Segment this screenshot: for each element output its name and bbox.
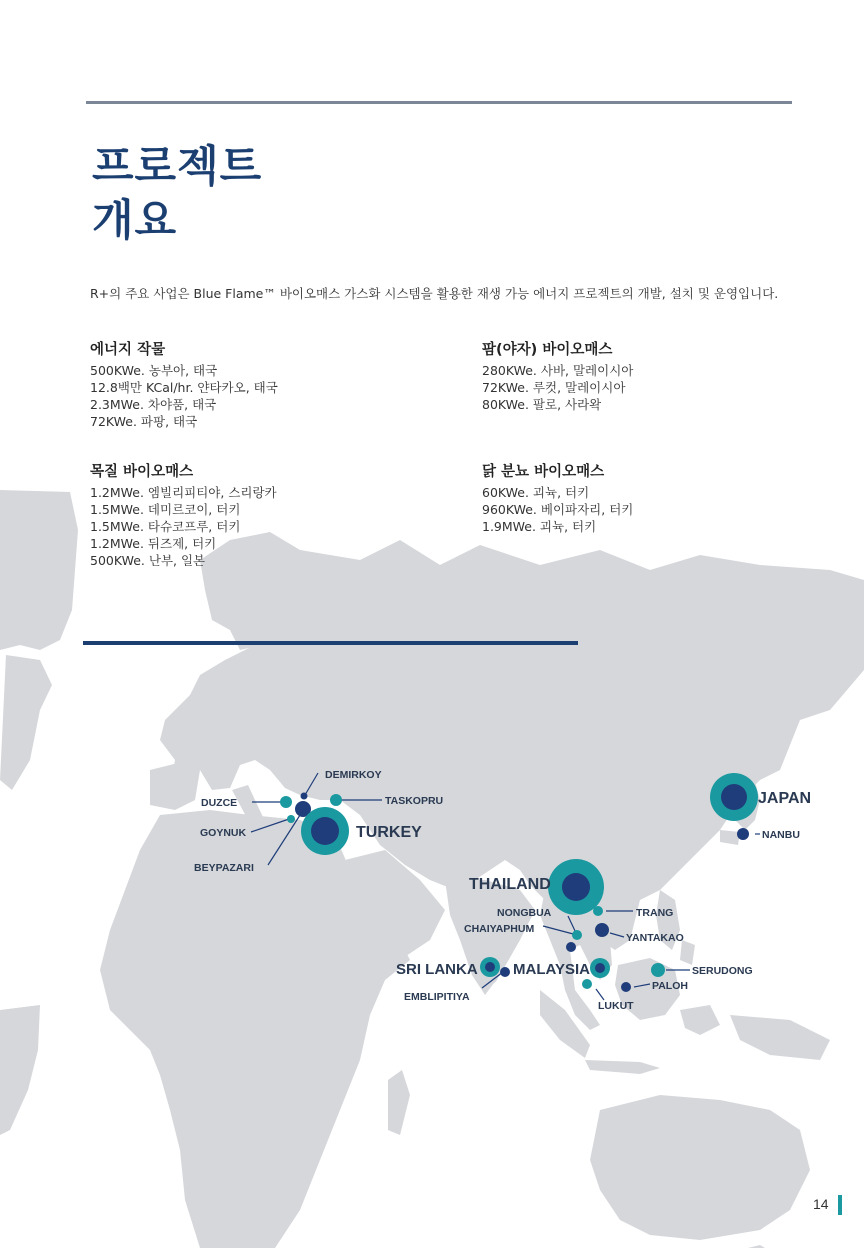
list-item: 72KWe. 루컷, 말레이시아 [482, 380, 626, 395]
list-item: 12.8백만 KCal/hr. 얀타카오, 태국 [90, 380, 278, 395]
project-list [482, 484, 812, 535]
top-divider [86, 101, 792, 104]
intro-paragraph: R+의 주요 사업은 Blue Flame™ 바이오매스 가스화 시스템을 활용한 재생 가능 에너지 프로젝트의 개발, 설치 및 운영입니다. [90, 285, 779, 301]
list-item: 1.5MWe. 타슈코프루, 터키 [90, 519, 241, 534]
page-title [92, 140, 262, 248]
label-duzce: DUZCE [201, 797, 238, 809]
list-item: 1.2MWe. 뒤즈제, 터키 [90, 536, 217, 551]
list-item: 1.5MWe. 데미르코이, 터키 [90, 502, 241, 517]
label-yantakao: YANTAKAO [626, 932, 684, 944]
section-energy-crops [90, 341, 420, 430]
list-item: 1.9MWe. 괴뉵, 터키 [482, 519, 597, 534]
list-item: 500KWe. 난부, 일본 [90, 553, 206, 568]
list-item: 960KWe. 베이파자리, 터키 [482, 502, 634, 517]
label-lukut: LUKUT [598, 1000, 634, 1012]
label-nanbu: NANBU [762, 829, 800, 841]
list-item: 280KWe. 사바, 말레이시아 [482, 363, 634, 378]
label-chaiyaphum: CHAIYAPHUM [464, 923, 535, 935]
section-heading: 목질 바이오매스 [90, 464, 194, 480]
title-line-2: 개요 [92, 196, 178, 246]
list-item: 72KWe. 파팡, 태국 [90, 414, 198, 429]
label-beypazari: BEYPAZARI [194, 862, 254, 874]
label-sri-lanka: SRI LANKA [396, 961, 478, 978]
list-item: 80KWe. 팔로, 사라왁 [482, 397, 602, 412]
section-heading: 닭 분뇨 바이오매스 [482, 464, 605, 480]
project-list [90, 362, 420, 430]
label-emblipitiya: EMBLIPITIYA [404, 991, 470, 1003]
project-list [482, 362, 812, 413]
list-item: 60KWe. 괴뉵, 터키 [482, 485, 590, 500]
label-turkey: TURKEY [356, 824, 422, 841]
label-paloh: PALOH [652, 980, 688, 992]
section-palm-biomass [482, 341, 812, 413]
page-number-bar [838, 1195, 842, 1215]
label-trang: TRANG [636, 907, 674, 919]
label-serudong: SERUDONG [692, 965, 753, 977]
label-nongbua: NONGBUA [497, 907, 552, 919]
label-demirkoy: DEMIRKOY [325, 769, 382, 781]
section-heading: 팜(야자) 바이오매스 [482, 342, 613, 358]
project-list [90, 484, 420, 569]
label-taskopru: TASKOPRU [385, 795, 444, 807]
section-wood-biomass [90, 463, 420, 569]
label-japan: JAPAN [758, 790, 812, 807]
list-item: 2.3MWe. 차야품, 태국 [90, 397, 217, 412]
list-item: 1.2MWe. 엠빌리피티야, 스리랑카 [90, 485, 277, 500]
section-chicken-manure [482, 463, 812, 535]
label-thailand: THAILAND [469, 876, 551, 893]
map-divider [83, 641, 578, 645]
landmass [0, 490, 864, 1248]
section-heading: 에너지 작물 [90, 342, 166, 358]
page-number: 14 [813, 1196, 829, 1212]
label-goynuk: GOYNUK [200, 827, 247, 839]
title-line-1: 프로젝트 [92, 142, 263, 192]
project-map [0, 470, 864, 1248]
label-malaysia: MALAYSIA [513, 961, 590, 978]
list-item: 500KWe. 농부아, 태국 [90, 363, 218, 378]
